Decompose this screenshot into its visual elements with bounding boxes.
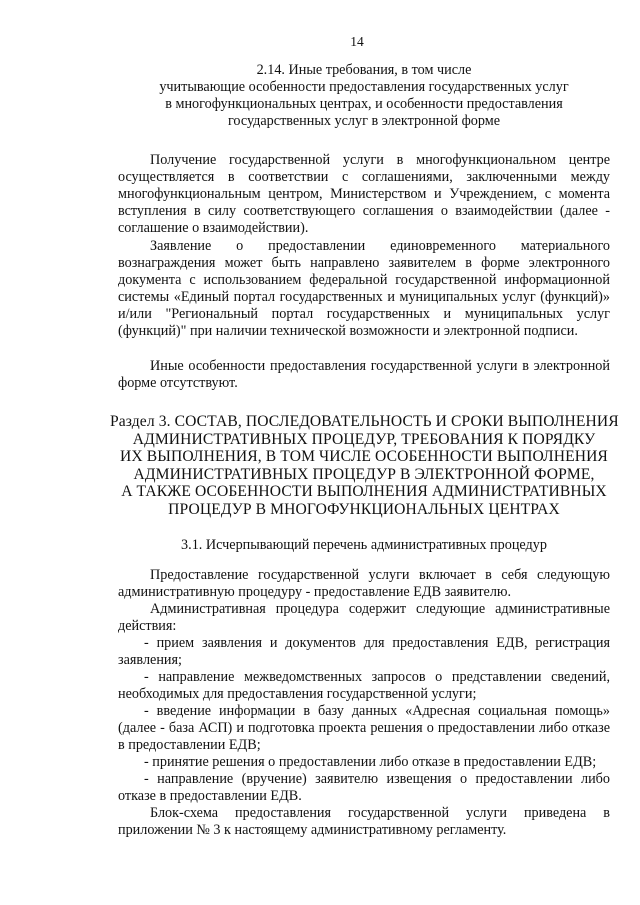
section-3-title [110,413,618,518]
list-item-action: - принятие решения о предоставлении либо отказе в предоставлении ЕДВ; [144,754,597,770]
paragraph-electronic-application: Заявление о предоставлении единовременного материального вознаграждения может быть направлено заявителем в форме электронного документа с использованием федеральной государственной информационной системы «Единый портал государственных и муниципальных услуг (функций)» и/или "Региональный портал государственных и муниципальных услуг (функций)" при наличии технической возможности и электронной подписи. [118,238,610,339]
heading-line: учитывающие особенности предоставления государственных услуг [159,79,569,95]
section-title-line: АДМИНИСТРАТИВНЫХ ПРОЦЕДУР В ЭЛЕКТРОННОЙ ФОРМЕ, [133,465,595,483]
paragraph-mfc: Получение государственной услуги в многофункциональном центре осуществляется в соответствии с соглашениями, заключенными между многофункциональным центром, Министерством и Учреждением, с момента вступления в силу соответствующего соглашения о взаимодействии (далее - соглашение о взаимодействии). [118,152,610,236]
paragraph-block-scheme: Блок-схема предоставления государственной услуги приведена в приложении № 3 к настоящему административному регламенту. [118,805,610,838]
list-item-action: - введение информации в базу данных «Адресная социальная помощь» (далее - база АСП) и подготовка проекта решения о предоставлении либо отказе в предоставлении ЕДВ; [118,703,610,753]
heading-line: государственных услуг в электронной форме [227,113,501,129]
section-title-line: АДМИНИСТРАТИВНЫХ ПРОЦЕДУР, ТРЕБОВАНИЯ К ПОРЯДКУ [132,430,596,448]
heading-line: в многофункциональных центрах, и особенности предоставления [165,96,563,112]
subsection-3-1-heading: 3.1. Исчерпывающий перечень административных процедур [181,537,547,553]
list-item-action: - прием заявления и документов для предоставления ЕДВ, регистрация заявления; [118,635,610,668]
paragraph-procedure-intro: Предоставление государственной услуги включает в себя следующую административную процедуру - предоставление ЕДВ заявителю. [118,567,610,600]
section-2-14-heading [118,62,610,130]
list-item-action: - направление (вручение) заявителю извещения о предоставлении либо отказе в предоставлении ЕДВ. [118,771,610,804]
section-title-line: Раздел 3. СОСТАВ, ПОСЛЕДОВАТЕЛЬНОСТЬ И СРОКИ ВЫПОЛНЕНИЯ [110,413,619,430]
section-title-line: ИХ ВЫПОЛНЕНИЯ, В ТОМ ЧИСЛЕ ОСОБЕННОСТИ ВЫПОЛНЕНИЯ [120,448,608,465]
page-number: 14 [350,34,364,49]
heading-line: 2.14. Иные требования, в том числе [256,62,472,78]
section-title-line: ПРОЦЕДУР В МНОГОФУНКЦИОНАЛЬНЫХ ЦЕНТРАХ [168,500,560,518]
list-item-action: - направление межведомственных запросов о представлении сведений, необходимых для предоставления государственной услуги; [118,669,610,702]
paragraph-actions-intro: Административная процедура содержит следующие административные действия: [118,601,610,634]
section-title-line: А ТАКЖЕ ОСОБЕННОСТИ ВЫПОЛНЕНИЯ АДМИНИСТРАТИВНЫХ [121,483,607,500]
paragraph-other-features: Иные особенности предоставления государственной услуги в электронной форме отсутствуют. [118,358,610,391]
